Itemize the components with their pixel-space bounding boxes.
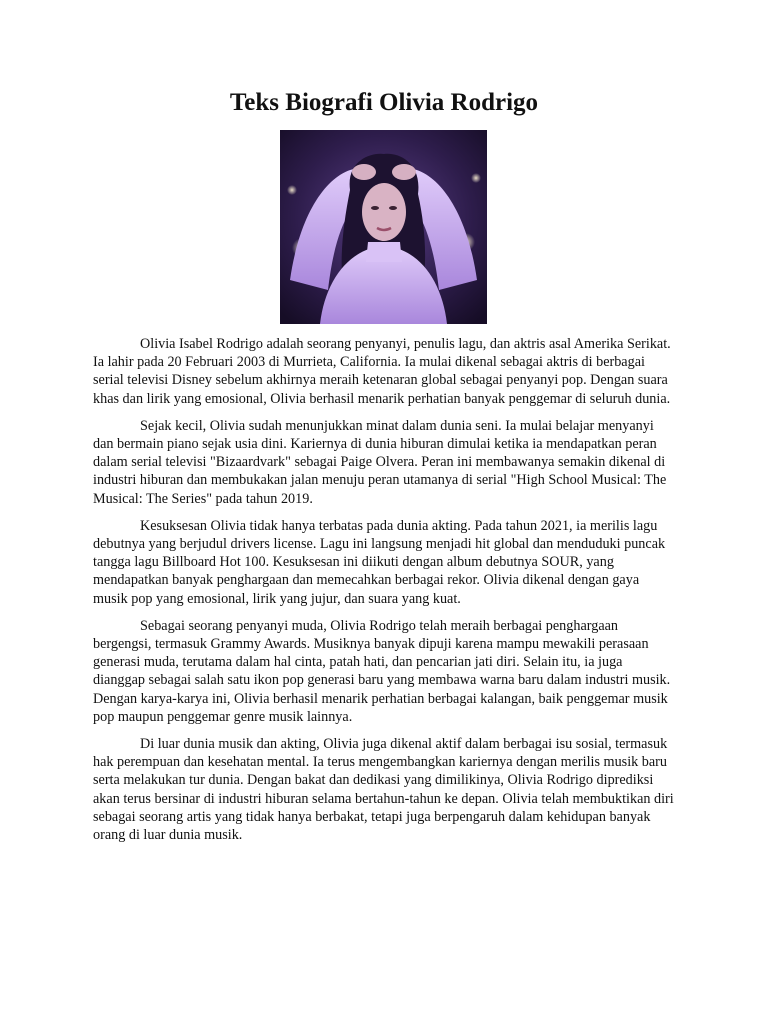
paragraph: Sejak kecil, Olivia sudah menunjukkan minat dalam dunia seni. Ia mulai belajar menyanyi dan bermain piano sejak usia dini. Kariernya di dunia hiburan dimulai ketika ia mendapatkan peran dalam serial televisi "Bizaardvark" sebagai Paige Olvera. Peran ini membawanya semakin dikenal di industri hiburan dan membukakan jalan menuju peran utamanya di serial "High School Musical: The Musical: The Series" pada tahun 2019. — [93, 417, 667, 507]
paragraph: Di luar dunia musik dan akting, Olivia juga dikenal aktif dalam berbagai isu sosial, termasuk hak perempuan dan kesehatan mental. Ia terus mengembangkan kariernya dengan merilis musik baru serta melakukan tur dunia. Dengan bakat dan dedikasi yang dimilikinya, Olivia Rodrigo diprediksi akan terus bersinar di industri hiburan selama bertahun-tahun ke depan. Olivia telah membuktikan diri sebagai seorang artis yang tidak hanya berbakat, tetapi juga berpengaruh dalam kehidupan banyak orang di luar dunia musik. — [93, 736, 674, 844]
portrait-illustration — [280, 130, 487, 324]
paragraph: Sebagai seorang penyanyi muda, Olivia Rodrigo telah meraih berbagai penghargaan bergengsi, termasuk Grammy Awards. Musiknya banyak dipuji karena mampu mewakili perasaan generasi muda, terutama dalam hal cinta, patah hati, dan pencarian jati diri. Selain itu, ia juga dianggap sebagai salah satu ikon pop generasi baru yang membawa warna baru dalam industri musik. Dengan karya-karya ini, Olivia berhasil menarik perhatian berbagai kalangan, baik penggemar musik pop maupun penggemar genre musik lainnya. — [93, 617, 671, 725]
paragraph: Kesuksesan Olivia tidak hanya terbatas pada dunia akting. Pada tahun 2021, ia merilis lagu debutnya yang berjudul drivers license. Lagu ini langsung menjadi hit global dan menduduki puncak tangga lagu Billboard Hot 100. Kesuksesan ini diikuti dengan album debutnya SOUR, yang mendapatkan banyak penghargaan dan memecahkan berbagai rekor. Olivia dikenal dengan gaya musik pop yang emosional, lirik yang jujur, dan suara yang kuat. — [93, 517, 666, 607]
biography-body — [93, 335, 677, 853]
page-title: Teks Biografi Olivia Rodrigo — [229, 89, 539, 116]
portrait-photo — [280, 130, 487, 324]
paragraph: Olivia Isabel Rodrigo adalah seorang penyanyi, penulis lagu, dan aktris asal Amerika Serikat. Ia lahir pada 20 Februari 2003 di Murrieta, California. Ia mulai dikenal sebagai aktris di berbagai serial televisi Disney sebelum akhirnya meraih ketenaran global sebagai penyanyi pop. Dengan suara khas dan lirik yang emosional, Olivia berhasil menarik perhatian banyak penggemar di seluruh dunia. — [93, 336, 671, 407]
